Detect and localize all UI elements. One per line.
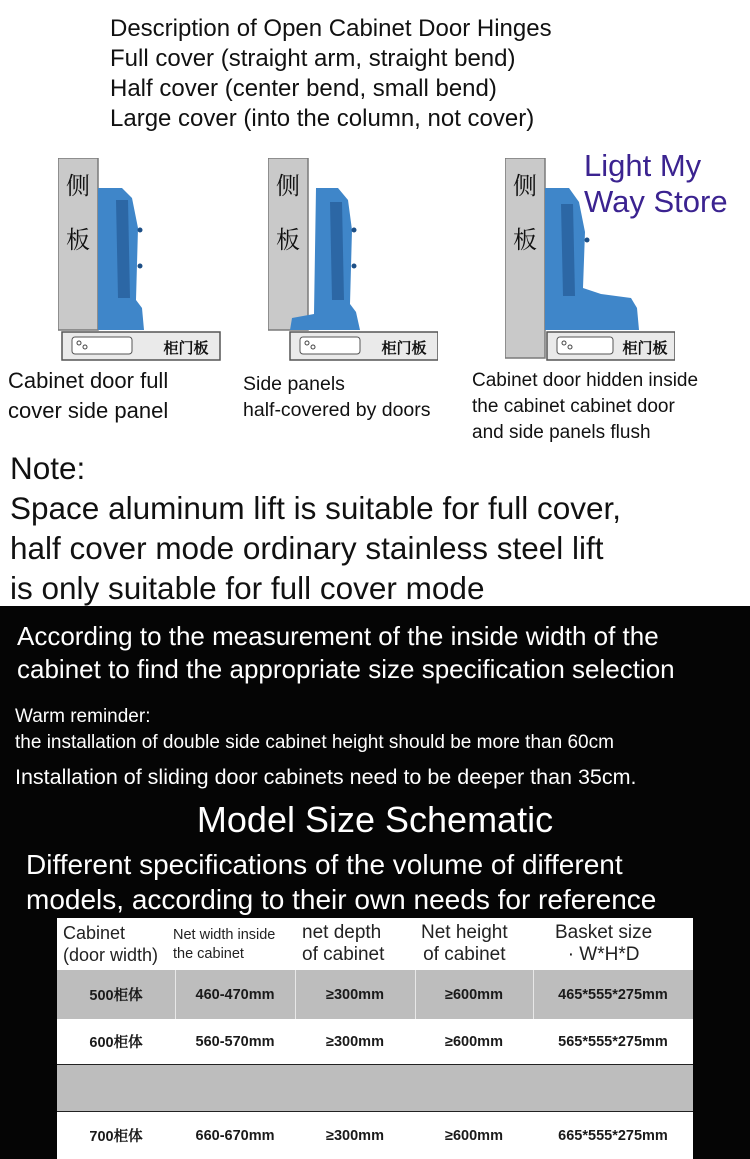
caption-line: Side panels [243,373,345,395]
description-line: Full cover (straight arm, straight bend) [110,45,516,72]
hinge-shadow [116,200,130,298]
hinge-shadow [330,202,344,300]
table-row [57,1112,693,1159]
header-line: Net height [421,922,508,943]
table-cell: ≥300mm [326,1127,384,1144]
header-line: net depth [302,922,382,943]
header-net-width [173,926,275,964]
inset-caption [472,368,698,446]
table-cell: 465*555*275mm [558,986,668,1003]
header-cabinet [63,922,158,966]
door-panel-label: 柜门板 [163,339,209,357]
door-panel-label: 柜门板 [622,339,668,357]
side-panel-char: 板 [276,226,300,254]
warm-reminder [15,704,614,756]
hinge-description [110,14,552,134]
hinge-screw [138,264,143,269]
table-cell: ≥600mm [445,1127,503,1144]
side-panel-char: 侧 [66,172,90,200]
table-cell: 560-570mm [195,1033,275,1050]
hinge-screw [352,228,357,233]
header-line: Cabinet [63,923,126,943]
header-line: the cabinet [173,946,244,962]
description-line: Description of Open Cabinet Door Hinges [110,15,552,42]
door-handle-slot [72,337,132,354]
header-line: Net width inside [173,927,276,943]
header-basket-size [555,922,652,966]
column-divider [415,970,416,1019]
reminder-title: Warm reminder: [15,706,151,727]
description-line: Half cover (center bend, small bend) [110,75,497,102]
caption-line: Cabinet door full [8,368,169,393]
table-cell: ≥300mm [326,986,384,1003]
table-cell: 460-470mm [195,986,275,1003]
full-cover-caption [8,366,168,426]
hinge-screw [352,264,357,269]
half-cover-caption [243,371,431,423]
hinge-screw [585,238,590,243]
door-handle-slot [300,337,360,354]
header-net-height [421,922,508,966]
note-line: half cover mode ordinary stainless steel lift [10,530,604,566]
measurement-line: According to the measurement of the inside width of the [17,621,659,651]
note-block [10,448,621,608]
caption-line: half-covered by doors [243,399,431,421]
column-divider [295,970,296,1019]
full-cover-hinge-icon [58,158,228,366]
note-line: is only suitable for full cover mode [10,570,485,606]
door-panel-label: 柜门板 [381,339,427,357]
size-table [57,918,693,1159]
header-line: of cabinet [423,944,506,965]
table-cell: 600柜体 [89,1035,143,1051]
table-cell: 700柜体 [89,1129,143,1145]
caption-line: and side panels flush [472,422,651,443]
header-line: (door width) [63,945,159,965]
table-cell: 660-670mm [195,1127,275,1144]
half-cover-hinge-icon [268,158,438,366]
half-cover-diagram [268,158,438,366]
specs-line: models, according to their own needs for reference [26,884,657,915]
hinge-shadow [561,204,575,296]
table-cell: 665*555*275mm [558,1127,668,1144]
side-panel-char: 侧 [513,172,537,200]
side-panel-char: 板 [66,226,90,254]
header-line: Basket size [555,922,653,943]
note-line: Space aluminum lift is suitable for full cover, [10,490,622,526]
sliding-door-note: Installation of sliding door cabinets need to be deeper than 35cm. [15,765,637,789]
table-header [57,918,693,970]
table-cell: 565*555*275mm [558,1033,668,1050]
header-line: of cabinet [302,944,385,965]
measurement-line: cabinet to find the appropriate size specification selection [17,654,675,684]
side-panel-char: 板 [513,226,537,254]
table-spacer-row [57,1065,693,1112]
table-cell: ≥600mm [445,1033,503,1050]
door-handle-slot [557,337,613,354]
caption-line: Cabinet door hidden inside [472,370,699,391]
header-line: · W*H*D [567,944,640,965]
caption-line: cover side panel [8,398,169,423]
store-name-line: Light My [584,148,702,183]
table-cell: ≥600mm [445,986,503,1003]
table-row [57,1019,693,1065]
specs-description [26,847,656,917]
note-title: Note: [10,450,86,486]
caption-line: the cabinet cabinet door [472,396,675,417]
table-row [57,970,693,1019]
column-divider [533,970,534,1019]
store-watermark [584,148,728,220]
column-divider [175,970,176,1019]
schematic-title: Model Size Schematic [196,799,554,840]
table-cell: ≥300mm [326,1033,384,1050]
description-line: Large cover (into the column, not cover) [110,105,535,132]
header-net-depth [302,922,384,966]
table-cell: 500柜体 [89,988,143,1004]
hinge-screw [138,228,143,233]
measurement-instruction [17,620,675,686]
reminder-text: the installation of double side cabinet height should be more than 60cm [15,732,614,753]
full-cover-diagram [58,158,228,366]
store-name-line: Way Store [584,184,728,219]
size-guide-section [0,606,750,1159]
specs-line: Different specifications of the volume of different [26,849,623,880]
side-panel-char: 侧 [276,172,300,200]
